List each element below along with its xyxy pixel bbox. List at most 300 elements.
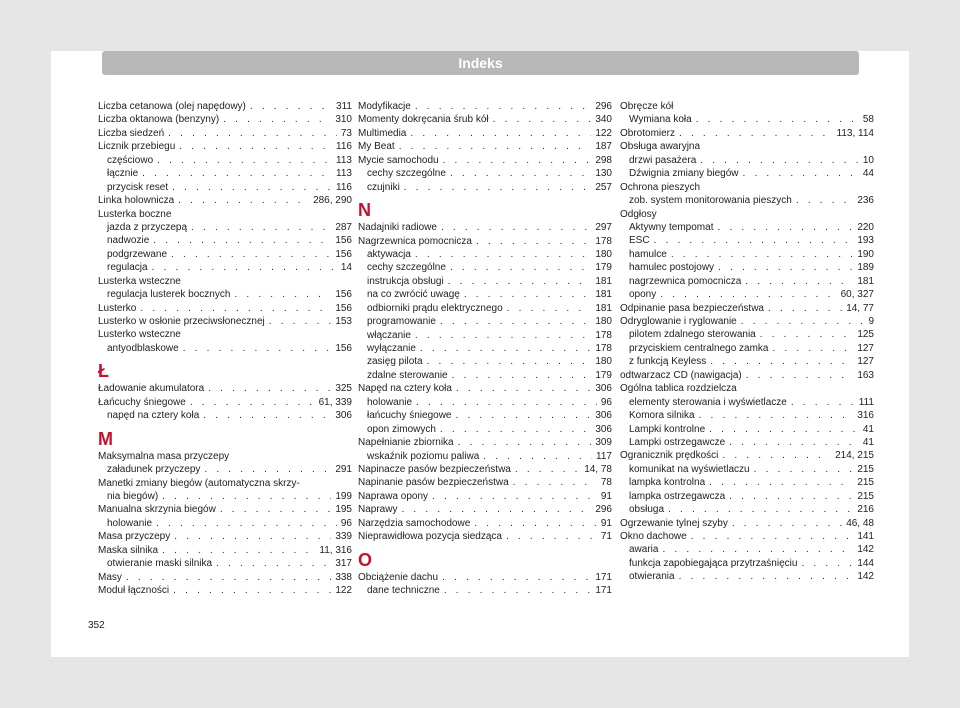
- dot-leader: [443, 154, 592, 167]
- entry-text: Ogrzewanie tylnej szyby: [620, 517, 728, 529]
- index-subentry: [98, 221, 352, 234]
- dot-leader: [156, 517, 337, 530]
- entry-page-ref: 178: [595, 235, 612, 247]
- entry-text: Komora silnika: [629, 410, 695, 422]
- entry-page-ref: 116: [336, 141, 352, 153]
- entry-page-ref: 156: [335, 235, 352, 247]
- entry-page-ref: 296: [595, 101, 612, 112]
- entry-page-ref: 163: [857, 369, 874, 381]
- dot-leader: [416, 396, 597, 409]
- index-subentry: [98, 557, 352, 570]
- index-subentry: [358, 409, 612, 422]
- entry-text: Łańcuchy śniegowe: [98, 396, 186, 408]
- entry-text: Odryglowanie i ryglowanie: [620, 316, 737, 327]
- index-subentry: [98, 517, 352, 530]
- index-subentry: [620, 221, 874, 234]
- dot-leader: [179, 140, 332, 153]
- dot-leader: [746, 369, 854, 382]
- entry-text: Maksymalna masa przyczepy: [98, 450, 230, 462]
- index-subentry: [620, 409, 874, 422]
- index-entry: [98, 302, 352, 315]
- index-subentry: [358, 369, 612, 382]
- entry-text: Okno dachowe: [620, 531, 687, 542]
- index-subentry: [620, 355, 874, 368]
- dot-leader: [140, 302, 331, 315]
- index-subentry: [358, 167, 612, 180]
- index-entry: [98, 100, 352, 113]
- entry-page-ref: 181: [857, 275, 874, 287]
- entry-text: z funkcją Keyless: [629, 356, 707, 368]
- dot-leader: [171, 248, 331, 261]
- entry-page-ref: 125: [857, 329, 874, 341]
- entry-text: Obrotomierz: [620, 127, 676, 139]
- dot-leader: [142, 167, 332, 180]
- index-subentry: [620, 490, 874, 503]
- entry-text: odtwarzacz CD (nawigacja): [620, 369, 742, 381]
- index-subentry: [620, 113, 874, 126]
- dot-leader: [801, 557, 853, 570]
- entry-page-ref: 189: [857, 262, 874, 274]
- index-entry: [620, 449, 874, 462]
- entry-page-ref: 46, 48: [846, 517, 874, 529]
- entry-page-ref: 9: [868, 316, 874, 327]
- index-subentry: [620, 570, 874, 583]
- entry-text: Odpinanie pasa bezpieczeństwa: [620, 302, 764, 314]
- index-subentry: [358, 261, 612, 274]
- dot-leader: [474, 517, 597, 530]
- entry-page-ref: 142: [857, 544, 874, 556]
- dot-leader: [234, 288, 331, 301]
- entry-page-ref: 291: [335, 464, 352, 476]
- entry-text: dane techniczne: [367, 585, 440, 596]
- entry-text: hamulce: [629, 248, 667, 260]
- entry-text: Ochrona pieszych: [620, 181, 701, 193]
- entry-page-ref: 257: [595, 181, 612, 193]
- dot-leader: [415, 248, 591, 261]
- entry-page-ref: 216: [857, 504, 874, 516]
- index-subentry: [620, 476, 874, 489]
- entry-text: Ogólna tablica rozdzielcza: [620, 383, 737, 395]
- index-subentry: [358, 396, 612, 409]
- index-entry: [98, 194, 352, 207]
- entry-text: cechy szczególne: [367, 168, 446, 180]
- entry-page-ref: 171: [595, 585, 612, 596]
- entry-text: funkcja zapobiegająca przytrzaśnięciu: [629, 557, 798, 569]
- index-entry: [98, 544, 352, 557]
- index-subentry: [358, 288, 612, 301]
- index-entry: [358, 490, 612, 503]
- entry-page-ref: 214, 215: [835, 450, 874, 462]
- entry-page-ref: 96: [600, 396, 612, 408]
- dot-leader: [722, 449, 831, 462]
- entry-page-ref: 309: [595, 437, 612, 449]
- entry-page-ref: 127: [857, 356, 874, 368]
- index-subentry: [620, 248, 874, 261]
- index-subentry: [358, 423, 612, 436]
- entry-text: jazda z przyczepą: [107, 221, 188, 233]
- entry-text: Mycie samochodu: [358, 154, 439, 166]
- index-entry: [98, 477, 352, 490]
- index-subentry: [358, 329, 612, 342]
- entry-text: Maska silnika: [98, 544, 159, 556]
- index-subentry: [358, 584, 612, 597]
- index-entry: [98, 503, 352, 516]
- entry-text: wskaźnik poziomu paliwa: [367, 450, 480, 462]
- entry-page-ref: 310: [335, 114, 352, 126]
- entry-page-ref: 91: [600, 517, 612, 529]
- dot-leader: [662, 543, 853, 556]
- entry-text: Wymiana koła: [629, 114, 692, 126]
- index-subentry: [358, 275, 612, 288]
- entry-text: Lampki ostrzegawcze: [629, 436, 726, 448]
- dot-leader: [162, 544, 315, 557]
- dot-leader: [183, 342, 332, 355]
- entry-page-ref: 306: [595, 383, 612, 395]
- entry-page-ref: 41: [862, 423, 874, 435]
- entry-text: Lampki kontrolne: [629, 423, 706, 435]
- dot-leader: [710, 355, 853, 368]
- section-letter: Ł: [98, 361, 109, 382]
- entry-page-ref: 141: [857, 531, 874, 542]
- index-entry: [358, 382, 612, 395]
- index-subentry: [98, 181, 352, 194]
- index-subentry: [98, 154, 352, 167]
- index-subentry: [620, 194, 874, 207]
- dot-leader: [153, 234, 331, 247]
- dot-leader: [729, 490, 853, 503]
- entry-text: Liczba siedzeń: [98, 127, 165, 139]
- index-subentry: [620, 543, 874, 556]
- index-subentry: [98, 409, 352, 422]
- entry-text: nia biegów): [107, 490, 159, 502]
- entry-page-ref: 96: [340, 517, 352, 529]
- dot-leader: [668, 503, 853, 516]
- index-entry: [620, 517, 874, 530]
- dot-leader: [168, 127, 337, 140]
- dot-leader: [699, 409, 854, 422]
- entry-text: aktywacja: [367, 248, 411, 260]
- entry-page-ref: 178: [595, 343, 612, 354]
- dot-leader: [754, 463, 854, 476]
- dot-leader: [157, 154, 332, 167]
- dot-leader: [220, 503, 331, 516]
- index-subentry: [620, 557, 874, 570]
- index-column-3: [620, 100, 874, 584]
- entry-text: Momenty dokręcania śrub kół: [358, 114, 489, 126]
- entry-text: Lusterko w osłonie przeciwsłonecznej: [98, 316, 265, 327]
- entry-page-ref: 14, 77: [846, 302, 874, 314]
- entry-page-ref: 287: [335, 221, 352, 233]
- index-entry: [98, 571, 352, 584]
- entry-page-ref: 122: [335, 585, 352, 596]
- entry-text: nadwozie: [107, 235, 150, 247]
- dot-leader: [513, 476, 597, 489]
- entry-page-ref: 178: [595, 329, 612, 341]
- dot-leader: [476, 235, 591, 248]
- entry-page-ref: 316: [857, 410, 874, 422]
- entry-page-ref: 61, 339: [318, 396, 352, 408]
- entry-page-ref: 215: [857, 477, 874, 489]
- entry-text: elementy sterowania i wyświetlacze: [629, 396, 787, 408]
- dot-leader: [732, 517, 842, 530]
- index-entry: [620, 208, 874, 221]
- dot-leader: [432, 490, 597, 503]
- dot-leader: [700, 154, 859, 167]
- index-entry: [98, 396, 352, 409]
- dot-leader: [452, 369, 592, 382]
- entry-page-ref: 339: [335, 531, 352, 543]
- entry-page-ref: 190: [857, 248, 874, 260]
- entry-text: Naprawy: [358, 504, 398, 516]
- entry-page-ref: 14, 78: [584, 463, 612, 475]
- dot-leader: [216, 557, 331, 570]
- entry-text: Napinanie pasów bezpieczeństwa: [358, 477, 509, 489]
- entry-page-ref: 179: [595, 262, 612, 274]
- entry-page-ref: 317: [335, 558, 352, 570]
- index-entry: [620, 369, 874, 382]
- dot-leader: [269, 315, 332, 328]
- index-subentry: [620, 463, 874, 476]
- dot-leader: [741, 315, 865, 328]
- entry-text: łącznie: [107, 168, 139, 180]
- dot-leader: [444, 584, 591, 597]
- dot-leader: [796, 194, 853, 207]
- dot-leader: [208, 382, 331, 395]
- entry-page-ref: 144: [857, 557, 874, 569]
- dot-leader: [515, 463, 580, 476]
- entry-text: Liczba oktanowa (benzyny): [98, 114, 220, 126]
- index-subentry: [620, 154, 874, 167]
- dot-leader: [415, 329, 591, 342]
- dot-leader: [507, 302, 592, 315]
- entry-page-ref: 73: [340, 127, 352, 139]
- dot-leader: [162, 490, 331, 503]
- index-subentry: [98, 463, 352, 476]
- entry-text: otwierania: [629, 571, 675, 583]
- entry-page-ref: 111: [858, 396, 874, 408]
- entry-page-ref: 180: [595, 316, 612, 328]
- entry-page-ref: 236: [857, 195, 874, 207]
- entry-text: regulacja lusterek bocznych: [107, 289, 231, 301]
- page-title: Indeks: [458, 55, 503, 71]
- dot-leader: [191, 221, 331, 234]
- index-entry: [98, 208, 352, 221]
- section-letter: M: [98, 428, 113, 449]
- entry-page-ref: 156: [335, 342, 352, 354]
- entry-text: holowanie: [367, 396, 413, 408]
- entry-text: regulacja: [107, 262, 148, 274]
- entry-text: Ładowanie akumulatora: [98, 383, 205, 395]
- entry-text: zob. system monitorowania pieszych: [629, 195, 792, 207]
- index-subentry: [358, 181, 612, 194]
- entry-page-ref: 199: [335, 490, 352, 502]
- index-subentry: [620, 436, 874, 449]
- index-entry: [98, 113, 352, 126]
- index-entry: [358, 154, 612, 167]
- entry-text: Lusterka boczne: [98, 208, 172, 220]
- entry-page-ref: 180: [595, 356, 612, 368]
- entry-text: Lusterka wsteczne: [98, 275, 181, 287]
- entry-text: Masy: [98, 571, 122, 583]
- index-entry: [620, 140, 874, 153]
- entry-page-ref: 41: [862, 436, 874, 448]
- entry-text: na co zwrócić uwagę: [367, 289, 460, 301]
- index-page: [51, 51, 909, 657]
- index-entry: [358, 127, 612, 140]
- index-entry: [358, 235, 612, 248]
- index-subentry: [98, 342, 352, 355]
- entry-page-ref: 179: [595, 369, 612, 381]
- dot-leader: [717, 221, 853, 234]
- index-subentry: [98, 234, 352, 247]
- index-entry: [358, 503, 612, 516]
- index-subentry: [620, 288, 874, 301]
- index-subentry: [620, 328, 874, 341]
- index-entry: [358, 113, 612, 126]
- entry-page-ref: 11, 316: [319, 544, 352, 556]
- entry-text: Obciążenie dachu: [358, 571, 439, 583]
- entry-page-ref: 14: [340, 262, 352, 274]
- entry-text: Ogranicznik prędkości: [620, 450, 719, 462]
- dot-leader: [204, 463, 331, 476]
- dot-leader: [440, 423, 591, 436]
- entry-text: Moduł łączności: [98, 585, 170, 596]
- entry-page-ref: 325: [335, 383, 352, 395]
- section-letter: N: [358, 200, 371, 221]
- entry-text: przyciskiem centralnego zamka: [629, 342, 769, 354]
- dot-leader: [483, 450, 592, 463]
- dot-leader: [654, 234, 854, 247]
- entry-page-ref: 60, 327: [840, 289, 874, 301]
- entry-text: napęd na cztery koła: [107, 410, 200, 422]
- entry-text: My Beat: [358, 141, 395, 153]
- dot-leader: [696, 113, 859, 126]
- dot-leader: [152, 261, 337, 274]
- dot-leader: [760, 328, 854, 341]
- entry-text: cechy szczególne: [367, 262, 446, 274]
- entry-text: antyodblaskowe: [107, 342, 179, 354]
- entry-text: Dźwignia zmiany biegów: [629, 168, 739, 180]
- dot-leader: [773, 342, 854, 355]
- entry-page-ref: 113: [336, 168, 352, 180]
- index-subentry: [358, 450, 612, 463]
- dot-leader: [743, 167, 859, 180]
- index-entry: [358, 571, 612, 584]
- entry-text: Masa przyczepy: [98, 531, 171, 543]
- entry-text: podgrzewane: [107, 248, 168, 260]
- entry-page-ref: 156: [335, 248, 352, 260]
- page-header: [102, 51, 859, 75]
- dot-leader: [410, 127, 591, 140]
- entry-text: czujniki: [367, 181, 400, 193]
- index-subentry: [98, 248, 352, 261]
- index-entry: [98, 584, 352, 597]
- index-entry: [98, 127, 352, 140]
- index-subentry: [358, 355, 612, 368]
- entry-page-ref: 44: [862, 168, 874, 180]
- entry-page-ref: 122: [595, 127, 612, 139]
- dot-leader: [427, 355, 592, 368]
- entry-page-ref: 338: [335, 571, 352, 583]
- index-column-1: [98, 100, 352, 597]
- dot-leader: [729, 436, 859, 449]
- index-entry: [98, 382, 352, 395]
- entry-page-ref: 180: [595, 248, 612, 260]
- dot-leader: [450, 167, 591, 180]
- dot-leader: [718, 261, 853, 274]
- dot-leader: [440, 315, 591, 328]
- index-entry: [98, 275, 352, 288]
- dot-leader: [506, 530, 597, 543]
- entry-text: ESC: [629, 235, 650, 247]
- entry-text: łańcuchy śniegowe: [367, 410, 452, 422]
- entry-page-ref: 78: [600, 477, 612, 489]
- entry-page-ref: 195: [335, 504, 352, 516]
- index-subentry: [358, 342, 612, 355]
- entry-text: lampka kontrolna: [629, 477, 706, 489]
- entry-text: nagrzewnica pomocnicza: [629, 275, 742, 287]
- entry-text: Odgłosy: [620, 208, 657, 220]
- entry-page-ref: 171: [595, 571, 612, 583]
- entry-text: odbiorniki prądu elektrycznego: [367, 302, 503, 314]
- entry-text: Nadajniki radiowe: [358, 222, 437, 234]
- entry-text: komunikat na wyświetlaczu: [629, 463, 750, 475]
- index-entry: [358, 436, 612, 449]
- index-entry: [98, 530, 352, 543]
- index-entry: [358, 140, 612, 153]
- entry-text: przycisk reset: [107, 181, 169, 193]
- dot-leader: [768, 302, 842, 315]
- dot-leader: [458, 436, 592, 449]
- index-subentry: [358, 302, 612, 315]
- entry-text: Liczba cetanowa (olej napędowy): [98, 101, 246, 112]
- dot-leader: [456, 409, 592, 422]
- index-subentry: [358, 248, 612, 261]
- index-subentry: [620, 423, 874, 436]
- entry-page-ref: 117: [596, 450, 612, 462]
- dot-leader: [791, 396, 855, 409]
- entry-text: częściowo: [107, 154, 154, 166]
- index-subentry: [358, 315, 612, 328]
- index-entry: [358, 530, 612, 543]
- dot-leader: [709, 476, 853, 489]
- dot-leader: [399, 140, 592, 153]
- entry-text: drzwi pasażera: [629, 154, 697, 166]
- index-subentry: [620, 167, 874, 180]
- entry-page-ref: 127: [857, 342, 874, 354]
- entry-page-ref: 193: [857, 235, 874, 247]
- dot-leader: [441, 221, 591, 234]
- dot-leader: [401, 503, 591, 516]
- entry-page-ref: 130: [595, 168, 612, 180]
- dot-leader: [709, 423, 859, 436]
- index-entry: [358, 517, 612, 530]
- entry-text: Nagrzewnica pomocnicza: [358, 235, 472, 247]
- index-entry: [620, 315, 874, 328]
- entry-text: Licznik przebiegu: [98, 141, 176, 153]
- entry-page-ref: 286, 290: [313, 195, 352, 207]
- index-subentry: [98, 261, 352, 274]
- dot-leader: [126, 571, 331, 584]
- index-entry: [620, 127, 874, 140]
- dot-leader: [745, 275, 853, 288]
- index-entry: [358, 476, 612, 489]
- entry-page-ref: 113, 114: [836, 127, 874, 139]
- entry-text: Napełnianie zbiornika: [358, 437, 454, 449]
- entry-text: opony: [629, 289, 657, 301]
- dot-leader: [442, 571, 591, 584]
- index-entry: [620, 181, 874, 194]
